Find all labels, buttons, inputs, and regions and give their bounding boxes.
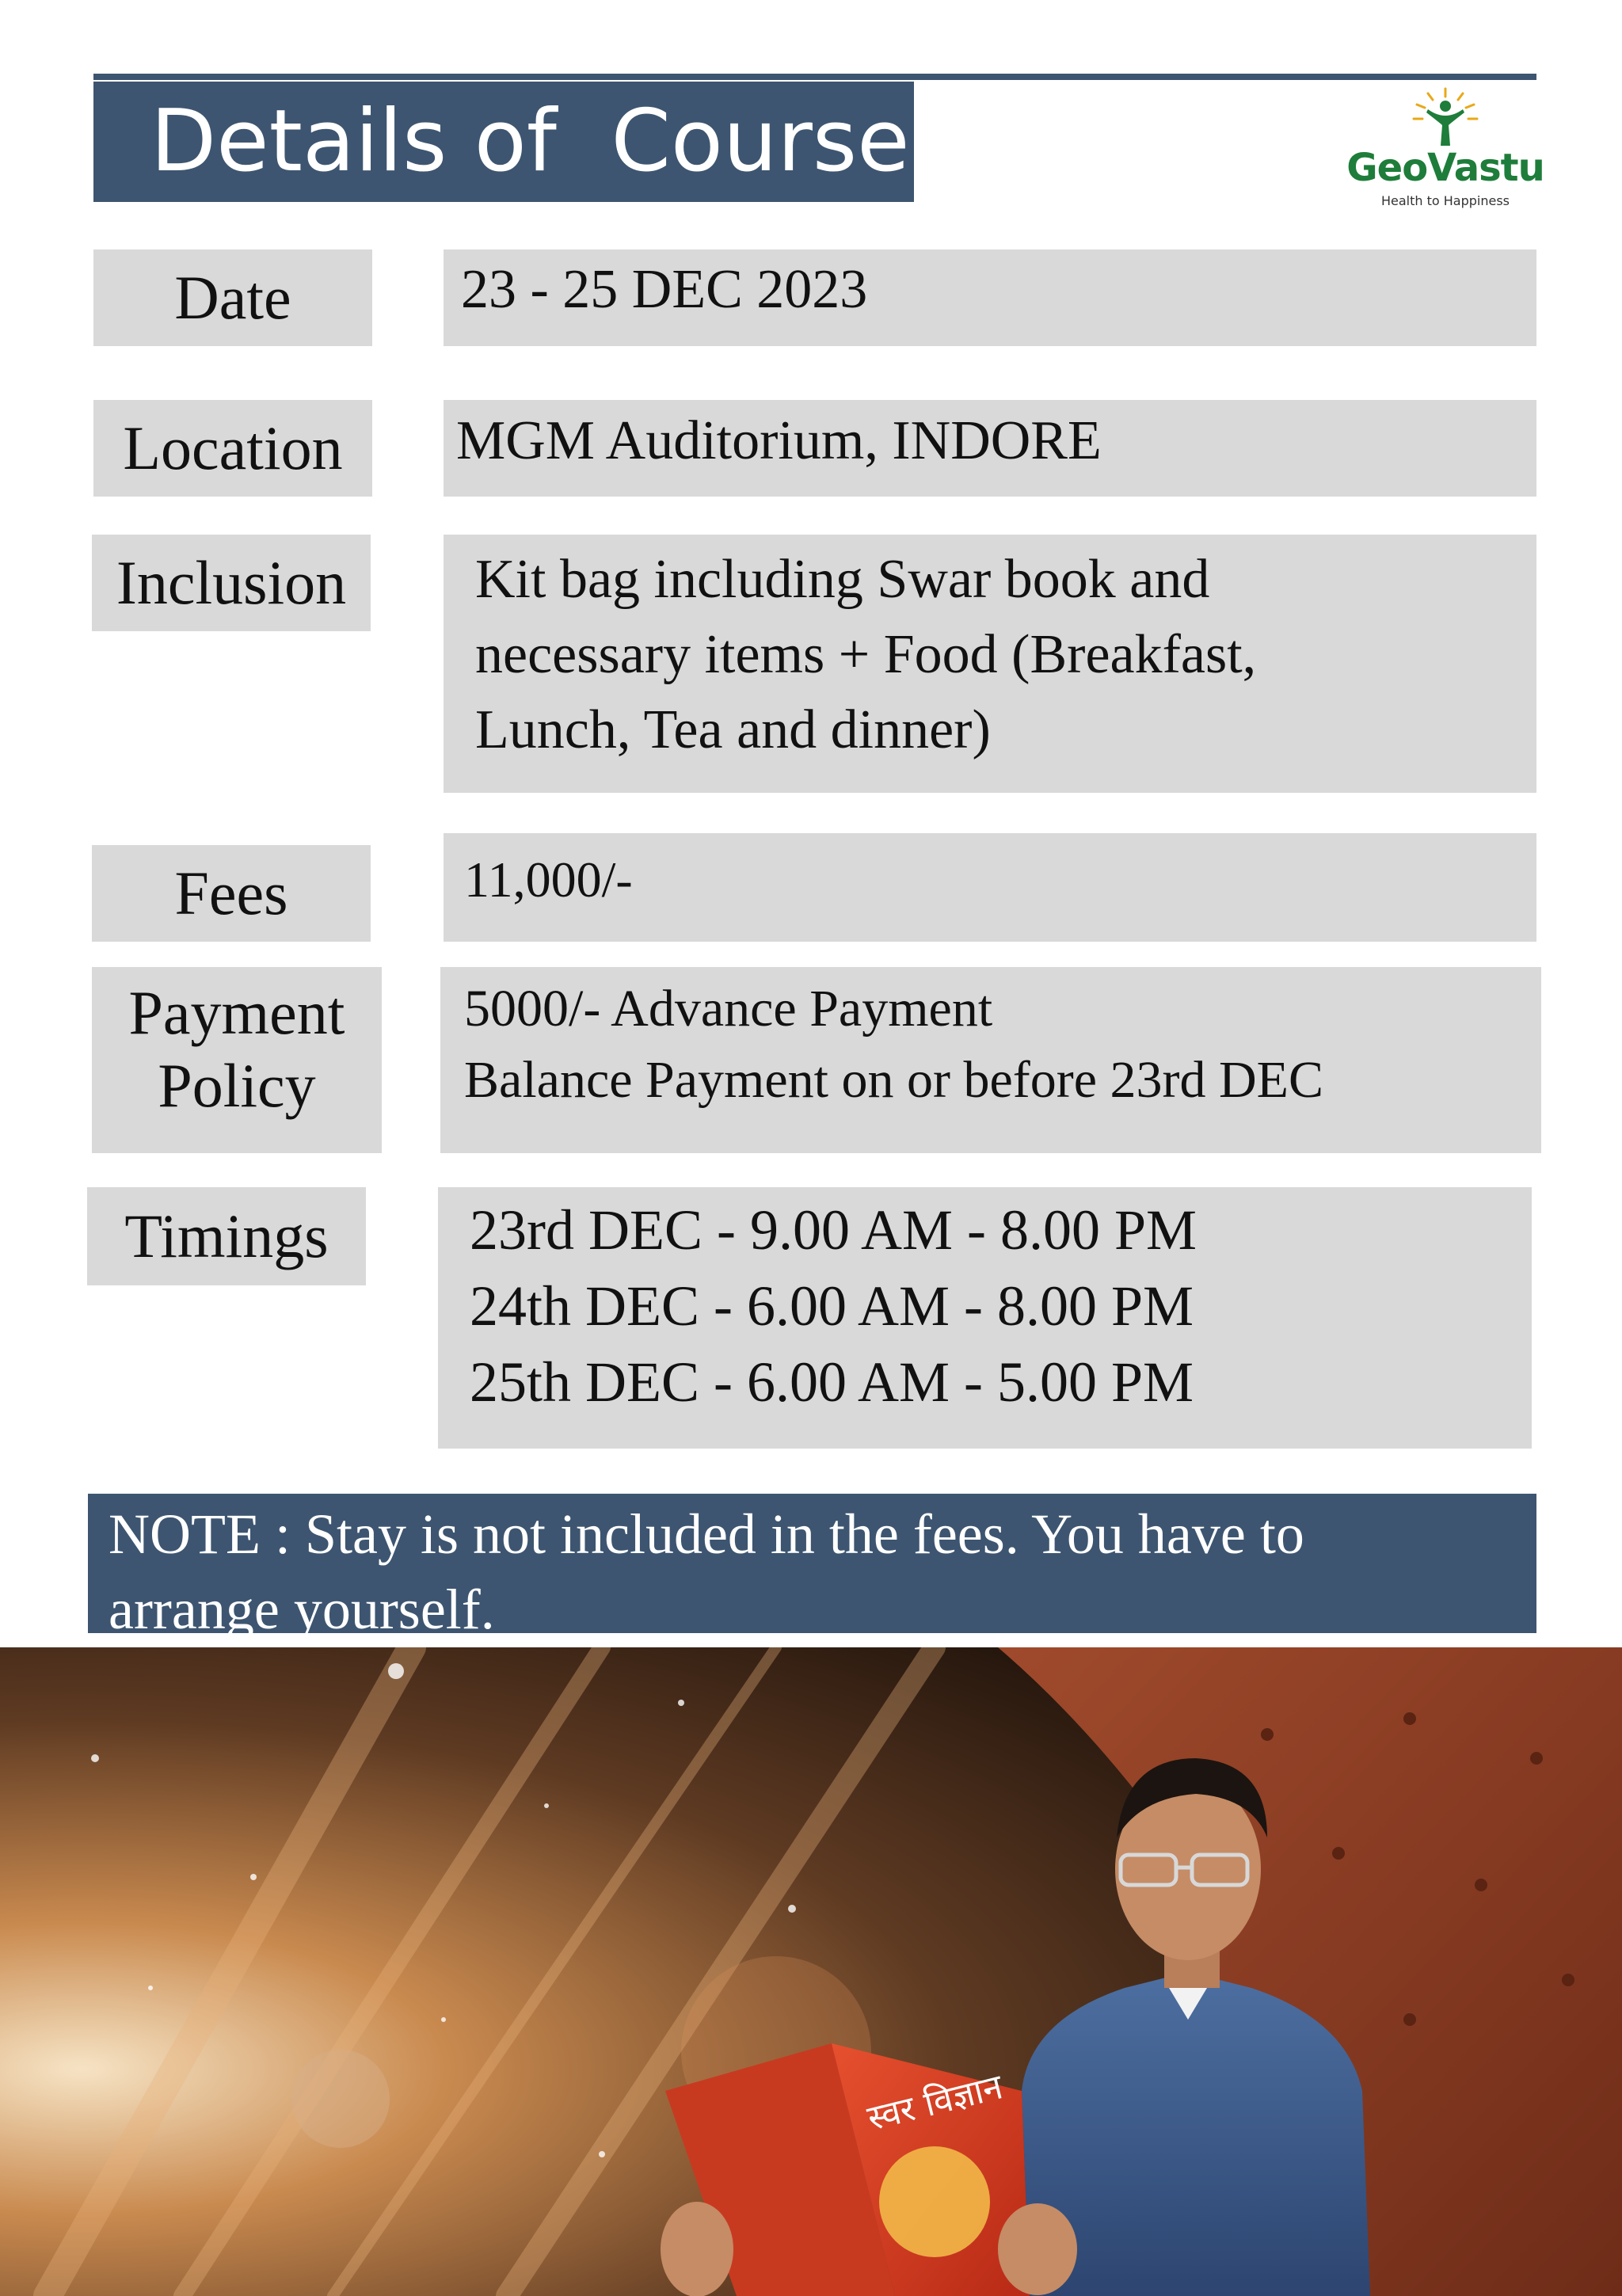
speaker-photo <box>0 1647 1622 2296</box>
note-banner <box>88 1494 1536 1642</box>
inclusion-line: necessary items + Food (Breakfast, <box>475 624 1257 685</box>
payment-policy-label-line: Payment <box>128 978 345 1047</box>
location-value <box>444 400 1536 497</box>
note-line: arrange yourself. <box>109 1578 495 1642</box>
fees-value <box>444 833 1536 942</box>
timing-line: 25th DEC - 6.00 AM - 5.00 PM <box>470 1350 1194 1414</box>
location-value-line: MGM Auditorium, INDORE <box>456 410 1102 471</box>
figure-sun-icon <box>1398 86 1493 149</box>
timings-value <box>438 1187 1532 1449</box>
fees-value-line: 11,000/- <box>464 851 633 908</box>
geovastu-logo <box>1346 86 1544 212</box>
note-line: NOTE : Stay is not included in the fees. You have to <box>109 1502 1304 1566</box>
timing-line: 23rd DEC - 9.00 AM - 8.00 PM <box>470 1198 1197 1262</box>
logo-tagline: Health to Happiness <box>1380 193 1510 208</box>
payment-policy-line: 5000/- Advance Payment <box>464 980 993 1038</box>
location-label: Location <box>93 400 372 497</box>
payment-policy-label <box>92 967 382 1153</box>
payment-policy-label-line: Policy <box>158 1051 316 1120</box>
timing-line: 24th DEC - 6.00 AM - 8.00 PM <box>470 1274 1194 1338</box>
inclusion-label: Inclusion <box>92 535 371 631</box>
logo-brand-text: GeoVastu <box>1346 146 1544 190</box>
date-label: Date <box>93 249 372 346</box>
date-value <box>444 249 1536 346</box>
fees-label: Fees <box>92 845 371 942</box>
header-top-rule <box>93 74 1536 80</box>
book-title-text: स्वर विज्ञान <box>863 2066 1007 2139</box>
payment-policy-value <box>440 967 1541 1153</box>
date-value-line: 23 - 25 DEC 2023 <box>461 259 868 320</box>
inclusion-value <box>444 535 1536 793</box>
inclusion-line: Kit bag including Swar book and <box>475 549 1210 610</box>
inclusion-line: Lunch, Tea and dinner) <box>475 699 991 760</box>
timings-label: Timings <box>87 1187 366 1285</box>
page-title: Details of Course <box>93 82 914 202</box>
payment-policy-line: Balance Payment on or before 23rd DEC <box>464 1051 1324 1109</box>
